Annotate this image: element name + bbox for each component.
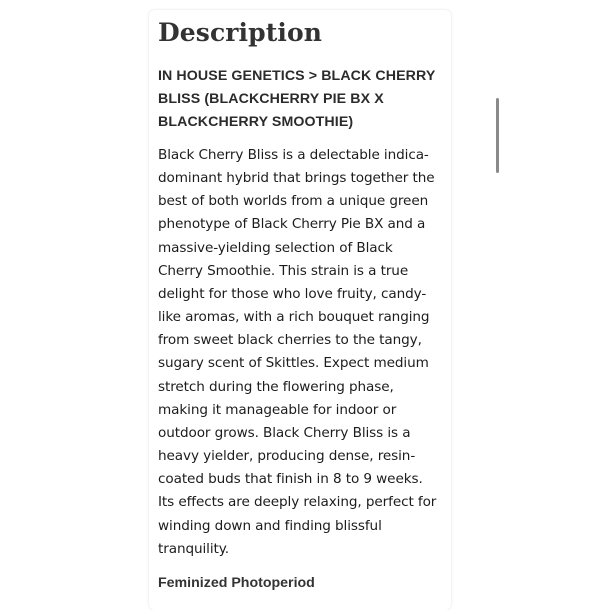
description-line: delight for those who love fruity, candy- <box>158 285 427 302</box>
description-line: Black Cherry Bliss is a delectable indica- <box>158 147 429 163</box>
section-heading: Description <box>158 18 323 47</box>
description-line: massive-yielding selection of Black <box>158 239 393 256</box>
description-line: Its effects are deeply relaxing, perfect for <box>158 494 437 511</box>
description-line: winding down and finding blissful <box>158 517 382 534</box>
breadcrumb-text: IN HOUSE GENETICS > BLACK CHERRY BLISS (BLACKCHERRY PIE BX X BLACKCHERRY SMOOTHIE) <box>158 68 436 130</box>
product-breadcrumb <box>158 65 443 134</box>
description-line: best of both worlds from a unique green <box>158 193 429 210</box>
description-line: dominant hybrid that brings together the <box>158 170 435 187</box>
description-line: Cherry Smoothie. This strain is a true <box>158 262 409 279</box>
description-line: outdoor grows. Black Cherry Bliss is a <box>158 424 411 441</box>
description-line: tranquility. <box>158 540 229 557</box>
vertical-scrollbar[interactable] <box>496 98 499 173</box>
description-line: making it manageable for indoor or <box>158 401 397 418</box>
description-line: phenotype of Black Cherry Pie BX and a <box>158 216 426 233</box>
description-line: sugary scent of Skittles. Expect medium <box>158 355 429 372</box>
description-line: heavy yielder, producing dense, resin- <box>158 448 416 465</box>
description-line: like aromas, with a rich bouquet ranging <box>158 309 430 326</box>
description-card <box>149 10 451 610</box>
product-type-heading: Feminized Photoperiod <box>158 574 315 591</box>
description-line: from sweet black cherries to the tangy, <box>158 332 422 349</box>
description-line: coated buds that finish in 8 to 9 weeks. <box>158 471 423 488</box>
description-line: stretch during the flowering phase, <box>158 378 394 395</box>
description-text <box>158 144 443 561</box>
